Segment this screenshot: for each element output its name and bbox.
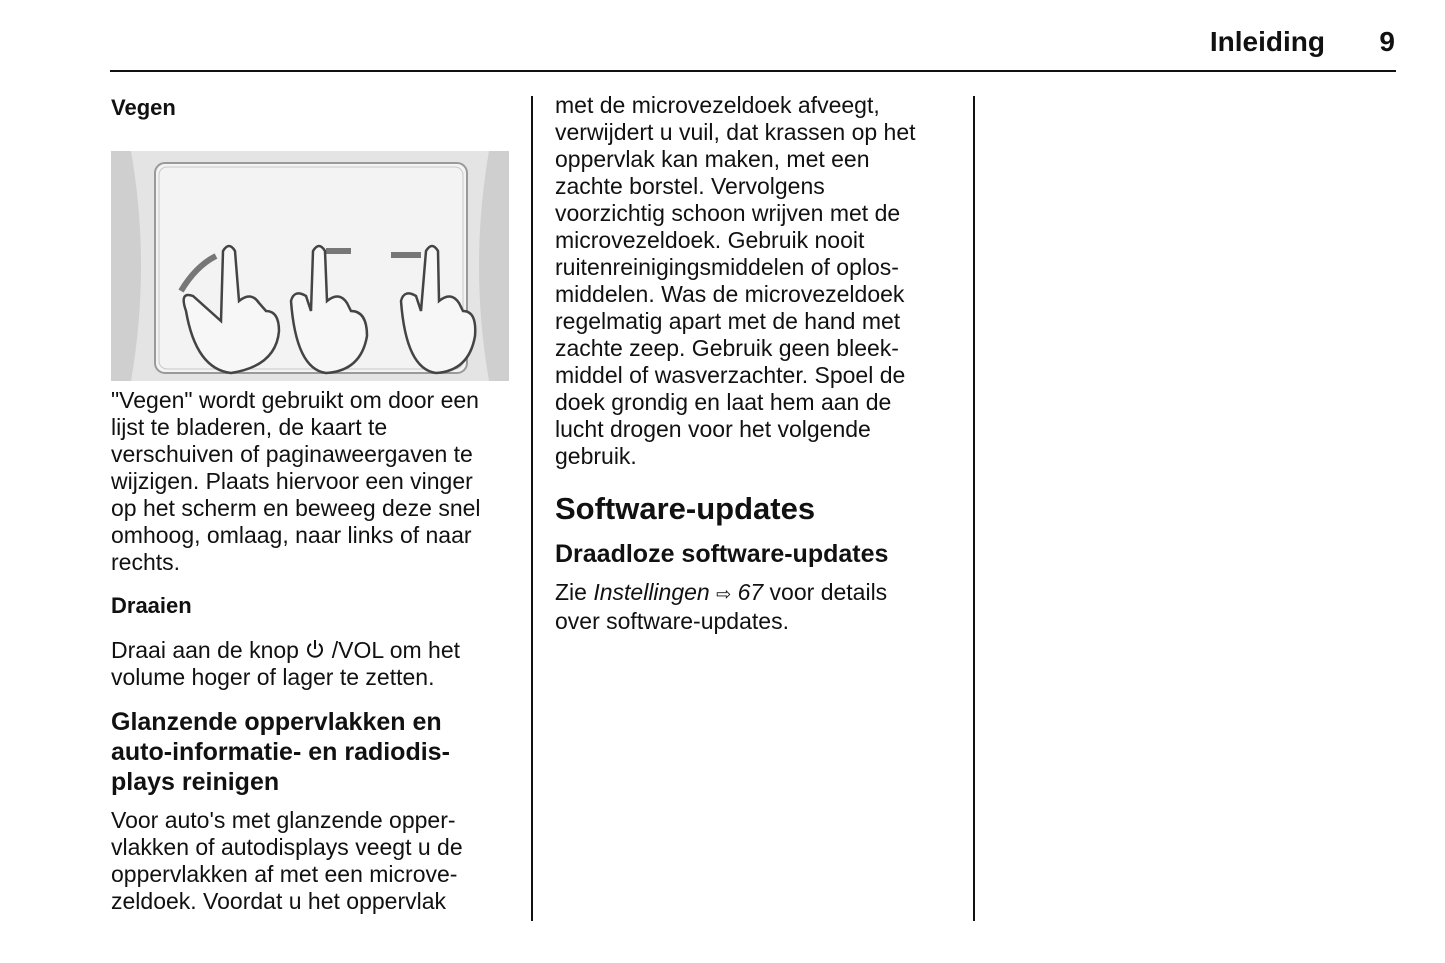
text-line: rechts. (111, 549, 181, 575)
text-line: regelmatig apart met de hand met (555, 308, 901, 334)
wireless-heading: Draadloze software-updates (555, 540, 889, 568)
text-line: vlakken of autodisplays veegt u de (111, 834, 463, 860)
section-title: Inleiding (1209, 26, 1325, 57)
glanzende-paragraph (111, 807, 521, 915)
text-line: middelen. Was de microvezeldoek (555, 281, 905, 307)
text-line: ruitenreinigingsmiddelen of oplos- (555, 254, 899, 280)
text-line: lucht drogen voor het volgende (555, 416, 871, 442)
text-line: doek grondig en laat hem aan de (555, 389, 892, 415)
swipe-illustration-icon (111, 151, 509, 381)
vegen-heading: Vegen (111, 95, 176, 120)
text-line: oppervlakken af met een microve- (111, 861, 458, 887)
zie-paragraph (555, 579, 975, 635)
draaien-pre: Draai aan de knop (111, 637, 306, 663)
software-heading: Software-updates (555, 491, 816, 526)
column-divider-1 (531, 96, 533, 921)
zie-post: voor details (763, 579, 888, 605)
text-line: verschuiven of paginaweergaven te (111, 441, 473, 467)
text-line: middel of wasverzachter. Spoel de (555, 362, 906, 388)
page-ref-number[interactable]: 67 (737, 579, 764, 605)
text-line: gebruik. (555, 443, 637, 469)
continuation-paragraph (555, 92, 975, 470)
zie-pre: Zie (555, 579, 594, 605)
text-line: zachte zeep. Gebruik geen bleek- (555, 335, 899, 361)
heading-line: auto-informatie- en radiodis- (111, 738, 450, 766)
text-line: microvezeldoek. Gebruik nooit (555, 227, 865, 253)
draaien-post: /VOL om het (325, 637, 461, 663)
text-line: zachte borstel. Vervolgens (555, 173, 825, 199)
page-ref-arrow-icon: ⇨ (716, 584, 732, 604)
text-line: verwijdert u vuil, dat krassen op het (555, 119, 916, 145)
text-line: "Vegen" wordt gebruikt om door een (111, 387, 479, 413)
instellingen-link[interactable]: Instellingen (593, 579, 710, 605)
text-line: omhoog, omlaag, naar links of naar (111, 522, 472, 548)
glanzende-heading (111, 707, 521, 797)
text-line: oppervlak kan maken, met een (555, 146, 870, 172)
column-2 (555, 92, 975, 635)
text-line (555, 579, 975, 608)
text-line: op het scherm en beweeg deze snel (111, 495, 481, 521)
text-line: met de microvezeldoek afveegt, (555, 92, 880, 118)
vegen-paragraph (111, 387, 521, 576)
text-line: wijzigen. Plaats hiervoor een vinger (111, 468, 473, 494)
text-line: lijst te bladeren, de kaart te (111, 414, 388, 440)
page-number: 9 (1379, 26, 1395, 57)
text-line: voorzichtig schoon wrijven met de (555, 200, 901, 226)
column-1 (111, 92, 521, 915)
text-line: over software-updates. (555, 608, 789, 634)
text-line: Voor auto's met glanzende opper- (111, 807, 456, 833)
heading-line: Glanzende oppervlakken en (111, 708, 442, 736)
text-line: zeldoek. Voordat u het oppervlak (111, 888, 447, 914)
draaien-paragraph (111, 637, 521, 691)
draaien-heading: Draaien (111, 593, 192, 618)
text-line (111, 637, 521, 664)
text-line: volume hoger of lager te zetten. (111, 664, 435, 690)
header-rule (110, 70, 1396, 72)
power-icon (305, 637, 325, 663)
heading-line: plays reinigen (111, 768, 280, 796)
swipe-figure (111, 151, 509, 381)
